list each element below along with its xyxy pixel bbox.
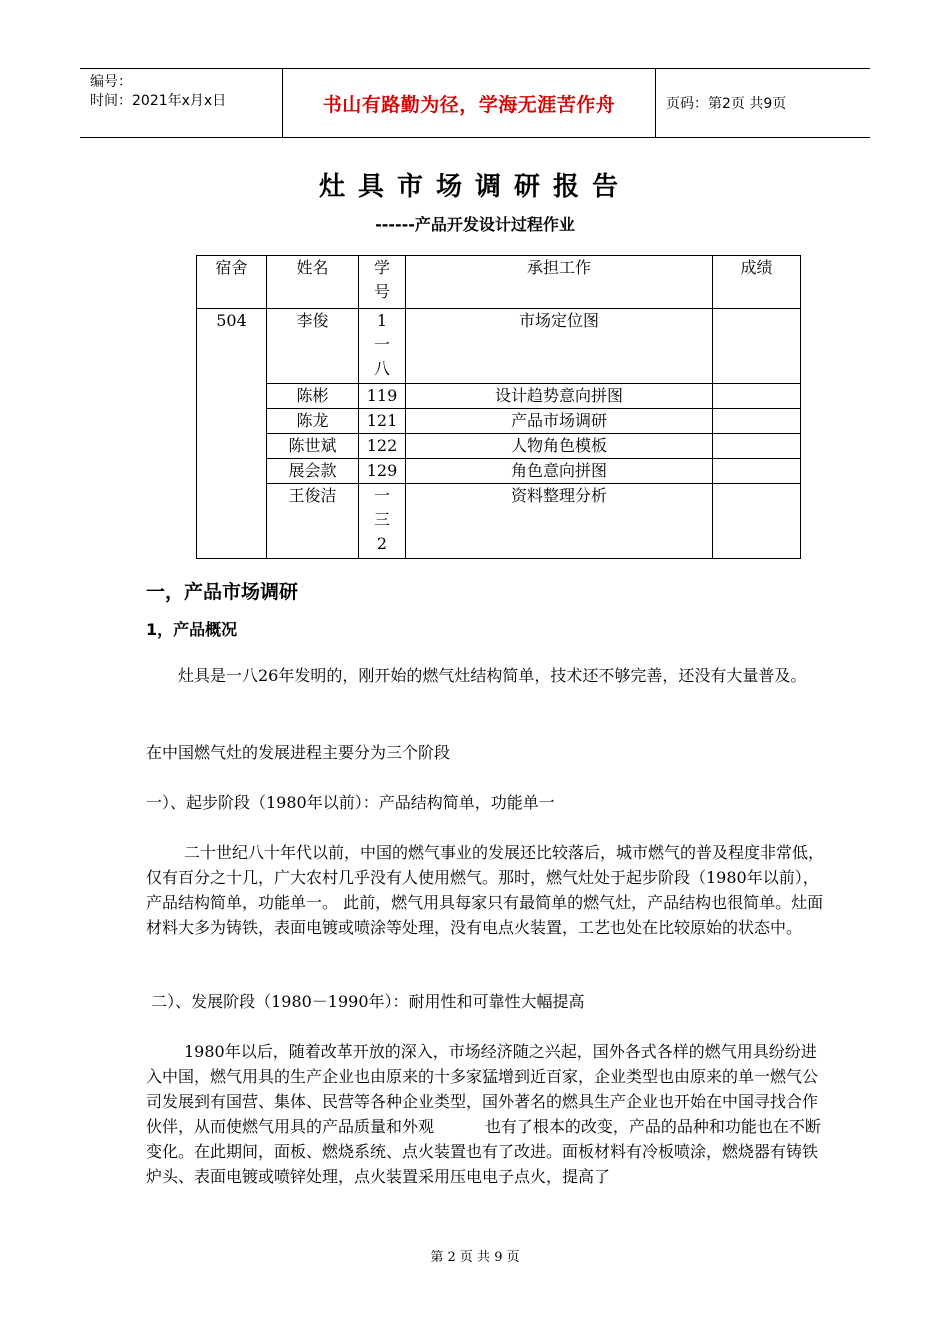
member-id: 129 <box>359 459 406 484</box>
member-id: 一三2 <box>359 484 406 559</box>
member-grade <box>713 484 801 559</box>
member-id: 119 <box>359 384 406 409</box>
member-table <box>196 255 801 559</box>
table-row <box>197 309 801 384</box>
doc-number-label: 编号： <box>90 74 132 90</box>
page-info: 页码：第2页 共9页 <box>666 96 787 112</box>
report-subtitle: ------产品开发设计过程作业 <box>375 215 575 234</box>
member-name: 陈彬 <box>267 384 359 409</box>
member-grade <box>713 409 801 434</box>
paragraph-stages: 在中国燃气灶的发展进程主要分为三个阶段 <box>146 743 451 762</box>
member-grade <box>713 384 801 409</box>
member-task: 角色意向拼图 <box>406 459 713 484</box>
header-id: 学号 <box>359 256 406 309</box>
member-task: 产品市场调研 <box>406 409 713 434</box>
header-grade: 成绩 <box>713 256 801 309</box>
member-name: 王俊洁 <box>267 484 359 559</box>
table-row <box>197 484 801 559</box>
member-id: 121 <box>359 409 406 434</box>
paragraph-intro: 灶具是一八26年发明的，刚开始的燃气灶结构简单，技术还不够完善，还没有大量普及。 <box>178 666 807 685</box>
member-name: 李俊 <box>267 309 359 384</box>
table-row <box>197 459 801 484</box>
member-id: 1一八 <box>359 309 406 384</box>
subsection-heading: 1，产品概况 <box>146 620 238 639</box>
header-meta <box>90 73 226 111</box>
member-task: 设计趋势意向拼图 <box>406 384 713 409</box>
paragraph-stage-2: 1980年以后，随着改革开放的深入，市场经济随之兴起，国外各式各样的燃气用具纷纷进入中国，燃气用具的生产企业也由原来的十多家猛增到近百家，企业类型也由原来的单一燃气公司发展到有国营、集体、民营等各种企业类型，国外著名的燃具生产企业也开始在中国寻找合作伙伴，从而使燃气用具的产品质量和外观 也有了根本的改变，产品的品种和功能也在不断变化。在此期间，面板、燃烧系统、点火装置也有了改进。面板材料有冷板喷涂，燃烧器有铸铁炉头、表面电镀或喷锌处理，点火装置采用压电电子点火，提高了 <box>146 1042 821 1186</box>
page-footer: 第 2 页 共 9 页 <box>430 1250 520 1265</box>
table-row <box>197 434 801 459</box>
member-grade <box>713 434 801 459</box>
doc-time-label: 时间：2021年x月x日 <box>90 93 227 109</box>
table-header-row <box>197 256 801 309</box>
member-grade <box>713 309 801 384</box>
member-task: 人物角色模板 <box>406 434 713 459</box>
member-name: 陈世斌 <box>267 434 359 459</box>
stage-2-heading: 二）、发展阶段（1980－1990年）：耐用性和可靠性大幅提高 <box>146 992 585 1011</box>
motto-text: 书山有路勤为径，学海无涯苦作舟 <box>322 93 616 116</box>
member-grade <box>713 459 801 484</box>
stage-1-heading: 一）、起步阶段（1980年以前）：产品结构简单，功能单一 <box>146 793 555 812</box>
member-id: 122 <box>359 434 406 459</box>
table-row <box>197 409 801 434</box>
member-task: 资料整理分析 <box>406 484 713 559</box>
member-task: 市场定位图 <box>406 309 713 384</box>
member-name: 展会款 <box>267 459 359 484</box>
paragraph-stage-1: 二十世纪八十年代以前，中国的燃气事业的发展还比较落后，城市燃气的普及程度非常低，仅有百分之十几，广大农村几乎没有人使用燃气。那时，燃气灶处于起步阶段（1980年以前），产品结构简单，功能单一。 此前，燃气用具每家只有最简单的燃气灶，产品结构也很简单。灶面材料大多为铸铁，表面电镀或喷涂等处理，没有电点火装置，工艺也处在比较原始的状态中。 <box>146 843 825 937</box>
member-name: 陈龙 <box>267 409 359 434</box>
header-dorm: 宿舍 <box>197 256 267 309</box>
header-task: 承担工作 <box>406 256 713 309</box>
table-row <box>197 384 801 409</box>
header-name: 姓名 <box>267 256 359 309</box>
header-motto-cell <box>282 69 656 137</box>
section-heading: 一，产品市场调研 <box>146 581 299 603</box>
page-header <box>80 68 870 138</box>
dorm-cell: 504 <box>197 309 267 559</box>
report-title: 灶具市场调研报告 <box>318 172 631 202</box>
